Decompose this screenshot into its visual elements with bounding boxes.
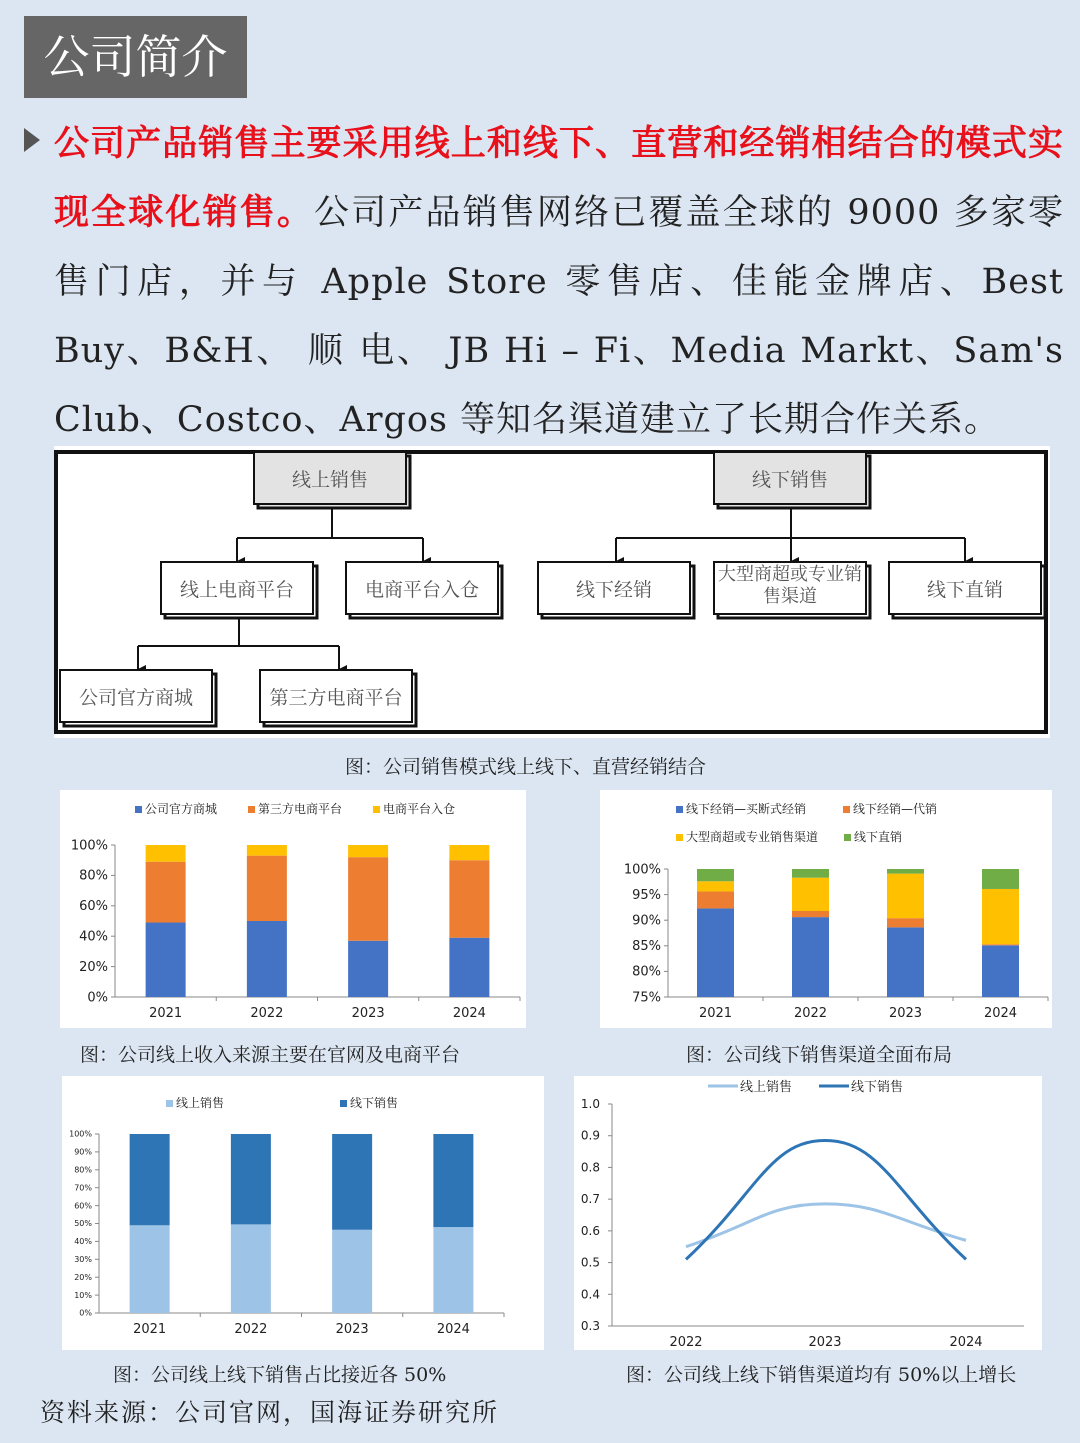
page-title: 公司简介 (24, 16, 247, 98)
series-line-0 (686, 1204, 966, 1247)
bar-2024-s0 (982, 945, 1019, 997)
source-footer: 资料来源：公司官网，国海证券研究所 (40, 1398, 500, 1427)
legend-swatch-0 (135, 806, 142, 813)
legend-swatch-1 (843, 806, 850, 813)
y-tick-label: 90% (632, 913, 661, 929)
y-tick-label: 80% (79, 868, 108, 884)
node-offline (714, 452, 870, 508)
bar-2023-s1 (887, 918, 924, 927)
y-tick-label: 90% (74, 1147, 92, 1157)
x-tick-label: 2021 (133, 1322, 167, 1337)
bar-2022-s1 (792, 911, 829, 917)
bar-2023-s1 (332, 1134, 372, 1230)
diagram-svg (54, 446, 1050, 738)
y-tick-label: 1.0 (580, 1097, 600, 1111)
legend-label-3: 线下直销 (854, 830, 903, 844)
x-tick-label: 2022 (669, 1335, 703, 1350)
bar-2022-s0 (247, 921, 287, 997)
x-tick-label: 2022 (793, 1006, 828, 1021)
legend-swatch-1 (340, 1100, 347, 1107)
bar-2024-s2 (449, 845, 489, 860)
diagram-caption: 图：公司销售模式线上线下、直营经销结合 (345, 756, 707, 778)
x-tick-label: 2021 (698, 1006, 733, 1021)
legend-label-2: 大型商超或专业销售渠道 (686, 830, 819, 844)
bar-2021-s3 (697, 869, 734, 881)
chart-online-offline-share-caption: 图：公司线上线下销售占比接近各 50% (113, 1364, 447, 1386)
x-tick-label: 2023 (888, 1006, 923, 1021)
node-offline-dist-label: 线下经销 (575, 579, 653, 601)
y-tick-label: 100% (623, 862, 661, 878)
x-tick-label: 2023 (335, 1322, 369, 1337)
legend-label-0: 公司官方商城 (145, 802, 218, 816)
y-tick-label: 75% (632, 990, 661, 1006)
legend-swatch-2 (373, 806, 380, 813)
x-tick-label: 2021 (149, 1006, 183, 1021)
chart-growth-lines-svg (574, 1076, 1042, 1350)
y-tick-label: 0.5 (580, 1255, 600, 1270)
x-tick-label: 2024 (436, 1322, 470, 1337)
bar-2021-s2 (697, 881, 734, 891)
node-online-ecom-label: 线上电商平台 (179, 579, 295, 601)
y-tick-label: 40% (74, 1237, 92, 1247)
x-tick-label: 2024 (983, 1006, 1018, 1021)
bar-2023-s1 (348, 857, 388, 941)
intro-paragraph (54, 110, 1064, 455)
bar-2022-s2 (247, 845, 287, 856)
bar-2022-s0 (231, 1224, 271, 1313)
intro-body: 公司产品销售网络已覆盖全球的 9000 多家零售门店，并与 Apple Store 零售店、佳能金牌店、Best Buy、B&H、 顺 电、 JB Hi – Fi、Media Markt、Sam's Club、Costco、Argos 等知名渠道建立了长期合作关系。 (54, 193, 1064, 440)
y-tick-label: 0.7 (580, 1192, 600, 1207)
y-tick-label: 100% (69, 1129, 92, 1139)
bar-2022-s1 (231, 1134, 271, 1224)
legend-label-0: 线上销售 (176, 1096, 225, 1110)
node-online-ecom (161, 562, 317, 618)
y-tick-label: 100% (70, 838, 108, 854)
y-tick-label: 50% (74, 1219, 92, 1229)
legend-swatch-0 (166, 1100, 173, 1107)
bar-2021-s0 (146, 923, 186, 997)
chart-growth-lines (574, 1076, 1042, 1350)
bar-2022-s3 (792, 869, 829, 878)
y-tick-label: 0% (87, 990, 108, 1006)
node-official-store (60, 670, 216, 726)
legend-label-0: 线上销售 (740, 1080, 793, 1095)
node-ecom-warehouse-label: 电商平台入仓 (364, 579, 480, 601)
legend-swatch-2 (676, 834, 683, 841)
chart-online-sources (60, 790, 526, 1028)
legend-label-1: 线下经销—代销 (853, 802, 938, 816)
y-tick-label: 0.3 (580, 1319, 600, 1333)
chart-online-sources-caption: 图：公司线上收入来源主要在官网及电商平台 (80, 1044, 461, 1066)
node-offline-direct (889, 562, 1045, 618)
bar-2021-s1 (697, 892, 734, 909)
bar-2023-s0 (348, 941, 388, 997)
y-tick-label: 0.6 (580, 1223, 600, 1238)
legend-swatch-3 (844, 834, 851, 841)
x-tick-label: 2024 (452, 1006, 486, 1021)
y-tick-label: 10% (74, 1290, 92, 1300)
y-tick-label: 60% (79, 899, 108, 915)
bar-2021-s0 (130, 1225, 170, 1313)
x-tick-label: 2022 (234, 1322, 268, 1337)
y-tick-label: 0.8 (580, 1160, 600, 1175)
bar-2024-s1 (449, 860, 489, 938)
legend-swatch-1 (248, 806, 255, 813)
y-tick-label: 30% (74, 1254, 92, 1264)
chart-online-offline-share (62, 1076, 544, 1350)
bar-2022-s2 (792, 878, 829, 911)
intro-highlight: 公司产品销售主要采用线上和线下、直营和经销相结合的模式实现全球化销售。 (54, 124, 1064, 233)
legend-label-1: 第三方电商平台 (258, 802, 343, 816)
x-tick-label: 2023 (351, 1006, 385, 1021)
chart-offline-channels (600, 790, 1052, 1028)
bar-2021-s1 (146, 862, 186, 923)
legend-swatch-0 (676, 806, 683, 813)
bar-2022-s0 (792, 917, 829, 997)
bar-2024-s3 (982, 869, 1019, 889)
x-tick-label: 2022 (250, 1006, 284, 1021)
node-large-channel-label: 大型商超或专业销售渠道 (718, 564, 862, 607)
chart-offline-channels-caption: 图：公司线下销售渠道全面布局 (686, 1044, 953, 1066)
node-third-party (260, 670, 416, 726)
chart-online-offline-share-svg (62, 1076, 544, 1350)
legend-label-1: 线下销售 (350, 1096, 399, 1110)
sales-model-diagram (54, 446, 1050, 738)
bar-2023-s2 (887, 874, 924, 919)
x-tick-label: 2023 (808, 1335, 842, 1350)
x-tick-label: 2024 (949, 1335, 983, 1350)
node-third-party-label: 第三方电商平台 (269, 687, 403, 709)
bar-2021-s1 (130, 1134, 170, 1225)
legend-label-0: 线下经销—买断式经销 (686, 802, 807, 816)
bar-2024-s1 (982, 944, 1019, 945)
y-tick-label: 80% (632, 964, 661, 980)
series-line-1 (686, 1140, 966, 1259)
y-tick-label: 0.4 (580, 1287, 600, 1302)
bar-2021-s0 (697, 908, 734, 997)
bar-2023-s0 (332, 1230, 372, 1313)
bar-2022-s1 (247, 856, 287, 921)
node-ecom-warehouse (346, 562, 502, 618)
bar-2023-s3 (887, 869, 924, 874)
bar-2023-s0 (887, 927, 924, 997)
y-tick-label: 20% (79, 959, 108, 975)
y-tick-label: 95% (632, 887, 661, 903)
legend-label-1: 线下销售 (851, 1080, 904, 1095)
y-tick-label: 0.9 (580, 1128, 600, 1143)
y-tick-label: 60% (74, 1201, 92, 1211)
bar-2023-s2 (348, 845, 388, 857)
y-tick-label: 80% (74, 1165, 92, 1175)
y-tick-label: 70% (74, 1183, 92, 1193)
y-tick-label: 20% (74, 1272, 92, 1282)
y-tick-label: 40% (79, 929, 108, 945)
bar-2024-s1 (433, 1134, 473, 1227)
node-online-label: 线上销售 (291, 469, 369, 491)
y-tick-label: 85% (632, 939, 661, 955)
bullet-arrow-icon (24, 128, 40, 152)
legend-label-2: 电商平台入仓 (383, 802, 456, 816)
bar-2021-s2 (146, 845, 186, 862)
bar-2024-s0 (433, 1227, 473, 1313)
node-offline-label: 线下销售 (751, 469, 829, 491)
chart-online-sources-svg (60, 790, 526, 1028)
node-official-store-label: 公司官方商城 (78, 687, 194, 709)
bar-2024-s0 (449, 938, 489, 997)
node-offline-direct-label: 线下直销 (926, 579, 1004, 601)
node-large-channel (714, 562, 870, 618)
chart-offline-channels-svg (600, 790, 1052, 1028)
node-offline-dist (538, 562, 694, 618)
y-tick-label: 0% (79, 1308, 92, 1318)
node-online (254, 452, 410, 508)
bar-2024-s2 (982, 889, 1019, 944)
chart-growth-lines-caption: 图：公司线上线下销售渠道均有 50%以上增长 (626, 1364, 1017, 1386)
